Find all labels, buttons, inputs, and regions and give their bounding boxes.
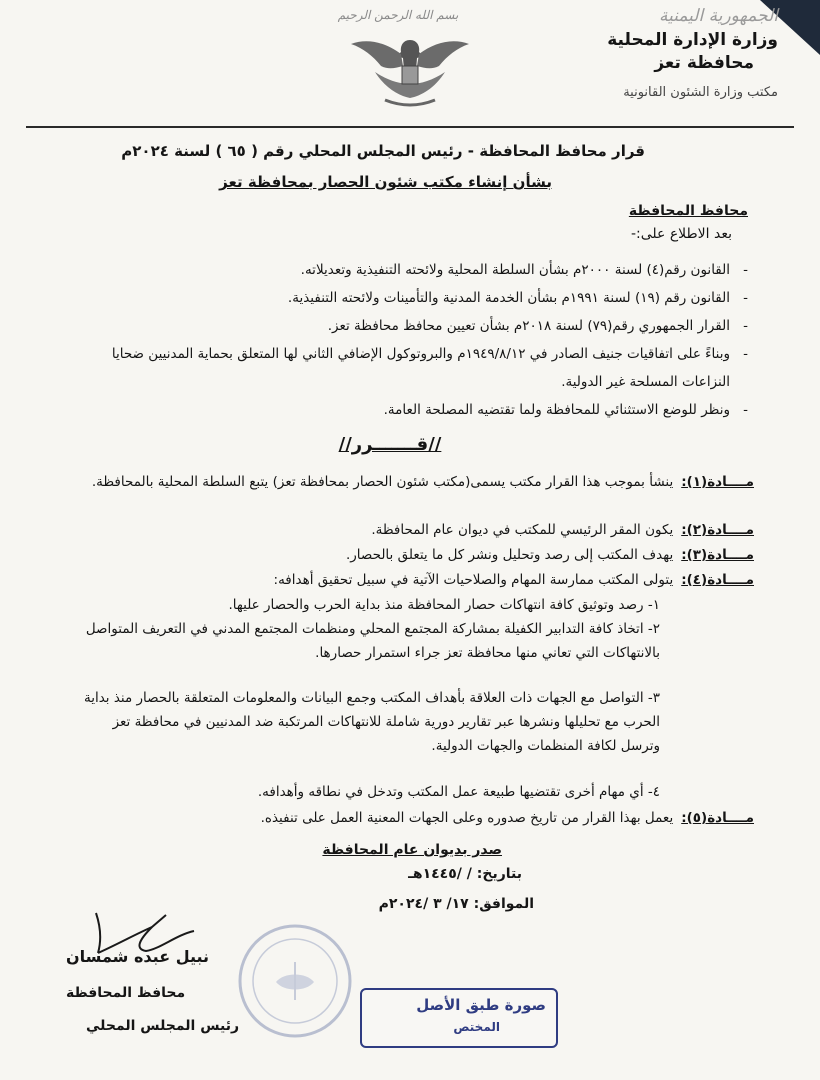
references-list: [74, 256, 754, 424]
article-1: [54, 470, 754, 494]
preamble: بعد الاطلاع على:-: [630, 226, 732, 242]
letterhead-office: مكتب وزارة الشئون القانونية: [623, 85, 778, 100]
issuance-place: صدر بديوان عام المحافظة: [322, 842, 502, 858]
article-label: مــــادة(١):: [681, 474, 754, 490]
article-label: مــــادة(٣):: [681, 547, 754, 563]
letterhead: [548, 6, 778, 100]
task-item: ١- رصد وتوثيق كافة انتهاكات حصار المحافظة منذ بداية الحرب والحصار عليها.: [228, 597, 660, 613]
list-item: - القرار الجمهوري رقم(٧٩) لسنة ٢٠١٨م بشأن تعيين محافظ محافظة تعز.: [74, 312, 754, 340]
article-label: مــــادة(٤):: [681, 572, 754, 588]
article-5: [54, 806, 754, 830]
task-item: ٤- أي مهام أخرى تقتضيها طبيعة عمل المكتب وتدخل في نطاقه وأهدافه.: [257, 784, 660, 800]
letterhead-ministry: وزارة الإدارة المحلية: [607, 30, 778, 50]
stamp-subtext: المختص: [453, 1020, 500, 1034]
article-2: [54, 518, 754, 542]
issuer-heading: محافظ المحافظة: [628, 203, 748, 219]
decision-heading: //قـــــــرر//: [338, 434, 442, 455]
list-item: - وبناءً على اتفاقيات جنيف الصادر في ١٩٤٩/٨/١٢م والبروتوكول الإضافي الثاني لها المتعلق بحماية المدنيين ضحايا النزاعات المسلحة غير الدولية.: [74, 340, 754, 396]
eagle-emblem-icon: [345, 22, 475, 110]
hijri-date: بتاريخ: / /١٤٤٥هـ: [408, 866, 522, 882]
article-4: [54, 568, 754, 592]
letterhead-governorate: محافظة تعز: [654, 53, 754, 73]
article-text: يتولى المكتب ممارسة المهام والصلاحيات الآتية في سبيل تحقيق أهدافه:: [273, 572, 674, 588]
official-seal: [236, 922, 354, 1040]
decree-title: قرار محافظ المحافظة - رئيس المجلس المحلي رقم ( ٦٥ ) لسنة ٢٠٢٤م: [121, 142, 645, 160]
list-item: - القانون رقم (١٩) لسنة ١٩٩١م بشأن الخدمة المدنية والتأمينات ولائحته التنفيذية.: [74, 284, 754, 312]
article-label: مــــادة(٥):: [681, 810, 754, 826]
article-label: مــــادة(٢):: [681, 522, 754, 538]
article-text: ينشأ بموجب هذا القرار مكتب يسمى(مكتب شئون الحصار بمحافظة تعز) يتبع السلطة المحلية بالمحافظة.: [91, 474, 674, 490]
signatory-name: نبيل عبده شمسان: [66, 947, 210, 966]
signatory-council-role: رئيس المجلس المحلي: [86, 1018, 240, 1034]
true-copy-stamp: [360, 988, 558, 1048]
basmala: بسم الله الرحمن الرحيم: [337, 8, 459, 22]
list-item: - القانون رقم(٤) لسنة ٢٠٠٠م بشأن السلطة المحلية ولائحته التنفيذية وتعديلاته.: [74, 256, 754, 284]
article-3: [54, 543, 754, 567]
task-item: ٢- اتخاذ كافة التدابير الكفيلة بمشاركة المجتمع المحلي ومنظمات المجتمع المدني في التعريف المتواصل بالانتهاكات التي تعاني منها محافظة تعز جراء استمرار حصارها.: [85, 621, 660, 661]
list-item: - ونظر للوضع الاستثنائي للمحافظة ولما تقتضيه المصلحة العامة.: [74, 396, 754, 424]
letterhead-republic: الجمهورية اليمنية: [658, 6, 778, 26]
signatory-role: محافظ المحافظة: [66, 985, 186, 1001]
task-item: ٣- التواصل مع الجهات ذات العلاقة بأهداف المكتب وجمع البيانات والمعلومات المتعلقة بالحصار منذ بداية الحرب مع تحليلها ونشرها عبر تقارير دورية شاملة للانتهاكات المرتكبة ضد المدنيين في محافظة تعز وترسل لكافة المنظمات والجهات الدولية.: [83, 690, 660, 754]
decree-subject: بشأن إنشاء مكتب شئون الحصار بمحافظة تعز: [219, 173, 552, 191]
header-divider: [26, 126, 794, 128]
gregorian-date: الموافق: ١٧/ ٣ /٢٠٢٤م: [378, 896, 534, 912]
article-text: يعمل بهذا القرار من تاريخ صدوره وعلى الجهات المعنية العمل على تنفيذه.: [260, 810, 674, 826]
stamp-text: صورة طبق الأصل: [416, 996, 546, 1014]
article-text: يكون المقر الرئيسي للمكتب في ديوان عام المحافظة.: [371, 522, 674, 538]
article-text: يهدف المكتب إلى رصد وتحليل ونشر كل ما يتعلق بالحصار.: [345, 547, 674, 563]
